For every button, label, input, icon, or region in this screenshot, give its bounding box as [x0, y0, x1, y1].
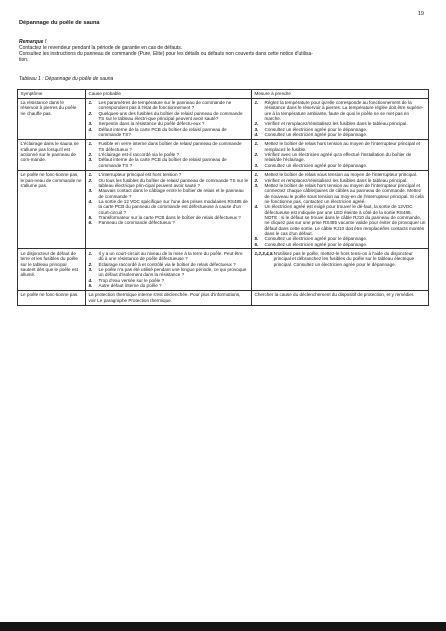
item-text: Défaut interne de la carte PCB du boîtier de relais/ panneau de commande TS ? — [98, 157, 227, 168]
table-row — [18, 139, 429, 170]
item-text: Défaut interne de la carte PCB du boîtier de relais/ panneau de commande TS? — [98, 126, 227, 138]
item-text: Le poêle n'a pas été utilisé pendant une longue période, ce qui provoque un défaut d'isolement dans la résistance ? — [98, 267, 247, 278]
item-number: 1. — [254, 172, 259, 178]
list-item — [89, 251, 249, 262]
symptom-cell: L'éclairage dans le sauna ne s'allume pas lorsqu'il est actionné sur le panneau de com-mande. — [18, 139, 86, 170]
item-number: 6. — [254, 241, 259, 247]
action-cell: Chercher la cause du déclenchement du dispositif de protection, et y remédier. — [252, 290, 429, 305]
header-cause: Cause probable — [86, 90, 252, 99]
list-item — [89, 199, 249, 215]
item-text: Mettez le boîtier de relais hors tension au moyen de l'interrupteur principal et connectez chaque câble/paires de câbles au panneau de commande. Mettez de nouveau le poêle sous tension au moy-en de l'interrupteur principal. Si cela ne fonctionne pas, contactez un électricien agréé. — [264, 182, 424, 204]
list-item — [255, 242, 426, 247]
table-row — [18, 249, 429, 290]
page-number: 19 — [417, 11, 424, 17]
footer-bar — [0, 622, 446, 631]
table-header-row — [18, 90, 429, 99]
list-item — [89, 111, 249, 122]
item-number: 1. — [88, 172, 93, 178]
item-number: 5. — [88, 214, 93, 220]
item-text: Quelques-uns des fusibles du boîtier de relais/ panneau de commande TS sur le tableau électri-que principal peuvent avoir sauté? — [98, 110, 243, 122]
item-text: L'interrupteur principal est hors tension ? — [98, 172, 182, 178]
list-item — [89, 267, 249, 278]
item-text: Consultez un électricien agréé pour le dépannage. — [264, 162, 368, 168]
header-action: Mesure à prendre — [252, 90, 429, 99]
item-number: 5. — [254, 236, 259, 242]
item-number: 2. — [254, 152, 259, 158]
item-number: 1. — [88, 141, 93, 147]
item-number: 3. — [88, 188, 93, 194]
item-number: 1. — [88, 100, 93, 106]
table-row — [18, 98, 429, 139]
list-item — [255, 152, 426, 163]
remark-line: Consultez les instructions du panneau de commande (Pure, Elite) pour les détails ou défauts non couverts dans cette notice d'utilisa- — [19, 51, 313, 58]
remark-block — [19, 39, 429, 63]
table-caption: Tableau 1 : Dépannage du poêle de sauna — [19, 76, 114, 82]
symptom-cell: La résistance dans le réservoir à pierres du poêle ne chauffe pas. — [18, 98, 86, 139]
item-number: 5. — [88, 283, 93, 289]
item-text: La sortie de 12 VDC spécifique sur l'une des prises modulaires RS485 de la carte PCB du panneau de commande est défectueuse à cause d'un court-circuit ? — [98, 198, 248, 215]
item-number: 1. — [88, 250, 93, 256]
item-text: Consultez un électricien agréé pour le dépannage. — [264, 126, 368, 132]
symptom-cell: Le poêle ne fonc-tionne pas. — [18, 290, 86, 305]
item-number: 2. — [88, 110, 93, 116]
item-text: Panneau de commande défectueux ? — [98, 220, 175, 226]
item-number: 4. — [254, 204, 259, 210]
item-number: 3. — [254, 126, 259, 132]
item-number: 3. — [254, 182, 259, 188]
item-number: 2. — [88, 152, 93, 158]
item-number: 1. — [254, 141, 259, 147]
item-number: 2. — [254, 121, 259, 127]
item-text: Trop d'eau versée sur le poêle ? — [98, 277, 165, 283]
list-item — [89, 127, 249, 138]
cause-cell — [86, 98, 252, 139]
item-number: 3. — [88, 157, 93, 163]
list-item — [89, 141, 249, 152]
item-number: 2. — [254, 177, 259, 183]
action-cell — [252, 170, 429, 249]
list-item — [89, 220, 249, 225]
troubleshooting-table — [17, 89, 429, 306]
item-number: 2. — [88, 261, 93, 267]
item-number: 4. — [88, 126, 93, 132]
item-number: 1,2,3,4,5. — [254, 250, 274, 256]
item-number: 3. — [88, 121, 93, 127]
item-text: Autre défaut interne du poêle ? — [98, 283, 162, 289]
action-cell — [252, 249, 429, 290]
item-text: Il y a un court-circuit au niveau de la mise à la terre du poêle. Peut être dû à une résistance de poêle défectueuse ? — [98, 250, 243, 262]
list-item — [89, 157, 249, 168]
list-item — [255, 204, 426, 236]
remark-heading: Remarque ! — [19, 39, 47, 45]
list-item — [255, 183, 426, 204]
remark-line: tion. — [19, 57, 29, 64]
list-item — [255, 251, 426, 267]
table-row — [18, 170, 429, 249]
item-text: N'utilisez pas le poêle, mettez-le hors tensi-on à l'aide du disjoncteur principal et débranchez les fusibles du poêle sur le tableau électrique principal. Consultez un électricien agréé pour le dépannage. — [273, 250, 415, 267]
item-text: Mettez le boîtier de relais sous tension au moyen de l'interrupteur principal. — [264, 172, 418, 178]
list-item — [89, 188, 249, 199]
cause-cell — [86, 170, 252, 249]
item-text: Serpentin dans la résistance du poêle défectu-eux ? — [98, 121, 205, 127]
header-symptom: Symptôme — [18, 90, 86, 99]
symptom-cell: Le disjoncteur de défaut de terre et les fusibles du poêle sur le tableau principal sautent dès que le poêle est allumé. — [18, 249, 86, 290]
item-number: 3. — [254, 162, 259, 168]
action-cell — [252, 98, 429, 139]
item-text: Ou tous les fusibles du boîtier de relais/ panneau de commande TS sur le tableau électrique prin-cipal peuvent avoir sauté ? — [98, 177, 249, 188]
action-cell — [252, 139, 429, 170]
table-row — [18, 290, 429, 305]
item-text: Consultez un électricien agréé pour le dépannage. — [264, 241, 368, 247]
item-text: Éclairage raccordé à et contrôlé via le boîtier de relais défectueux ? — [98, 261, 236, 267]
item-text: Vérifiez avec un électricien agréé qu'a effectué l'installation du boîtier de relais/de l'éclairage. — [264, 152, 412, 163]
item-text: Un électricien agréé est exigé pour trouver le dé-faut, la sortie de 12VDC défectueuse est indiquée par une LED éteinte à côté de la sortie RS485. NOTE : si le défaut se trouve dans le câble RJ10 du panneau de commande, ne cliquez pas sur une prise RS485 vacante valide pour éviter de provoquer un défaut dans cette sortie. Le câble RJ10 doit être remplacé/les contacts montés dans le cas d'un défaut. — [264, 204, 426, 236]
list-item — [255, 132, 426, 137]
item-text: Vérifiez et remplacez/réinitialisez les fusibles dans le tableau principal. — [264, 121, 408, 127]
item-text: Transformateur sur la carte PCB dans le boîtier de relais défectueux ? — [98, 214, 241, 220]
item-number: 4. — [254, 132, 259, 138]
item-text: Vérifiez et remplacez/réinitialisez les fusibles dans le tableau principal. — [264, 177, 408, 183]
list-item — [255, 163, 426, 168]
item-number: 3. — [88, 267, 93, 272]
item-text: L'éclairage est-il raccordé via le poêle ? — [98, 152, 180, 158]
item-text: Les paramètres de température sur le panneau de commande ne correspondent pas à l'état de fonctionnement ? — [98, 100, 232, 111]
list-item — [255, 141, 426, 152]
item-text: Consultez un électricien agréé pour le dépannage. — [264, 236, 368, 242]
page-title: Dépannage du poêle de sauna — [19, 20, 100, 26]
cause-cell — [86, 249, 252, 290]
cause-cell — [86, 139, 252, 170]
item-number: 1. — [254, 100, 259, 106]
cause-cell: La protection thermique interne s'est déclenchée. Pour plus d'informations, voir Le paragraphe Protection thermique. — [86, 290, 252, 305]
list-item — [89, 100, 249, 111]
item-number: 6. — [88, 220, 93, 226]
remark-line: Contactez le revendeur pendant la période de garantie en cas de défauts. — [19, 45, 183, 52]
item-text: Réglez la température pour qu'elle corresponde au fonctionnement de la résistance dans le réservoir à pierres. La température réglée doit être supérie-ure à la température ambiante, faute de quoi le poêle ne se met pas en marche. — [264, 100, 424, 122]
item-number: 4. — [88, 198, 93, 204]
item-text: Consultez un électricien agréé pour le dépannage. — [264, 132, 368, 138]
list-item — [89, 283, 249, 288]
list-item — [89, 178, 249, 189]
symptom-cell: Le poêle ne fonc-tionne pas, le pan-neau de commande ne s'allume pas. — [18, 170, 86, 249]
item-text: Mauvais contact dans le câblage entre le boîtier de relais et le panneau de commande ? — [98, 188, 244, 199]
item-text: Mettez le boîtier de relais hors tension au moyen de l'interrupteur principal et remplacez le fusible. — [264, 141, 421, 152]
item-number: 2. — [88, 177, 93, 183]
item-text: Fusible en verre interne dans boîtier de relais/ panneau de commande TS défectueux ? — [98, 141, 242, 152]
list-item — [255, 100, 426, 121]
item-number: 4. — [88, 277, 93, 283]
